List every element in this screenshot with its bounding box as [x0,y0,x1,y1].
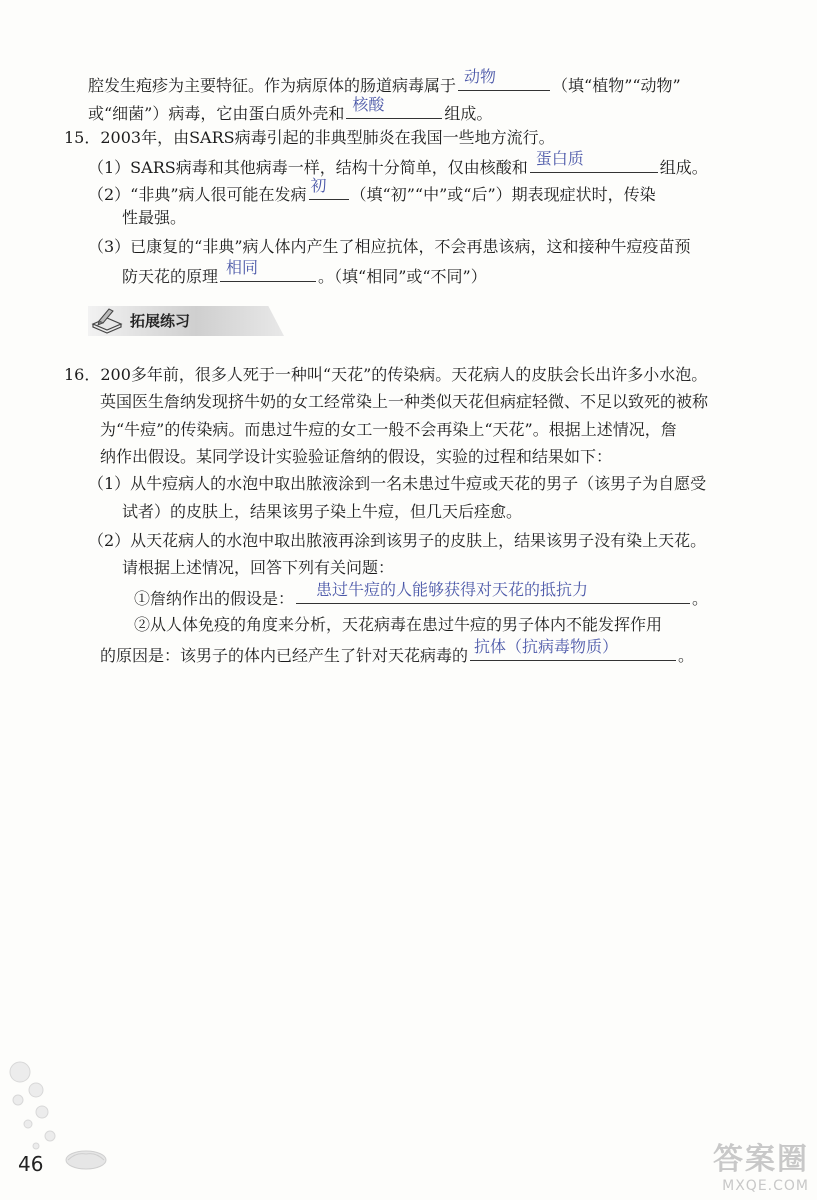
q15-part-2: （2）“非典”病人很可能在发病 初 （填“初”“中”或“后”）期表现症状时，传染 [88,176,656,204]
answer-blank-5[interactable] [220,258,316,282]
section-title: 拓展练习 [130,312,191,330]
handwritten-answer: 抗体（抗病毒物质） [474,637,619,656]
handwritten-answer: 蛋白质 [535,149,584,168]
q16-line-3: 为“牛痘”的传染病。而患过牛痘的女工一般不会再染上“天花”。根据上述情况，詹 [100,420,677,439]
handwritten-answer: 患过牛痘的人能够获得对天花的抵抗力 [316,580,589,599]
book-icon [90,304,124,338]
q14-line-1: 腔发生疱疹为主要特征。作为病原体的肠道病毒属于 动物 （填“植物”“动物” [88,67,681,95]
answer-blank-7[interactable] [470,637,676,661]
q16-instruction: 请根据上述情况，回答下列有关问题： [122,558,395,577]
q15-part-2-cont: 性最强。 [122,208,187,227]
watermark-logo [713,1134,809,1194]
q15-part-1: （1）SARS病毒和其他病毒一样，结构十分简单，仅由核酸和 蛋白质 组成。 [88,149,708,177]
q15-stem: 15．2003年，由SARS病毒引起的非典型肺炎在我国一些地方流行。 [64,128,555,147]
handwritten-answer: 初 [310,176,327,195]
q16-question-1: ①詹纳作出的假设是： 患过牛痘的人能够获得对天花的抵抗力 。 [134,580,709,608]
answer-blank-4[interactable] [309,176,349,200]
q16-step-2: （2）从天花病人的水泡中取出脓液再涂到该男子的皮肤上，结果该男子没有染上天花。 [88,531,707,550]
q16-step-1-cont: 试者）的皮肤上，结果该男子染上牛痘，但几天后痊愈。 [122,502,523,521]
page-number: 46 [18,1152,44,1176]
q15-part-3: （3）已康复的“非典”病人体内产生了相应抗体，不会再患该病，这和接种牛痘疫苗预 [88,237,691,256]
q15-part-3-cont: 防天花的原理 相同 。（填“相同”或“不同”） [122,258,487,286]
answer-blank-1[interactable] [458,67,550,91]
handwritten-answer: 核酸 [352,95,385,114]
q16-question-2-cont: 的原因是：该男子的体内已经产生了针对天花病毒的 抗体（抗病毒物质） 。 [100,637,695,665]
q16-question-2: ②从人体免疫的角度来分析，天花病毒在患过牛痘的男子体内不能发挥作用 [134,615,663,634]
q16-line-4: 纳作出假设。某同学设计实验验证詹纳的假设，实验的过程和结果如下： [100,447,613,466]
section-header [88,300,288,340]
handwritten-answer: 动物 [464,67,497,86]
answer-blank-2[interactable] [346,95,442,119]
watermark-url: MXQE.COM [722,1178,809,1194]
q16-line-1: 16．200多年前，很多人死于一种叫“天花”的传染病。天花病人的皮肤会长出许多小水泡。 [64,365,708,384]
watermark-text: 答案圈 [713,1142,809,1177]
q14-line-2: 或“细菌”）病毒，它由蛋白质外壳和 核酸 组成。 [88,95,493,123]
q16-step-1: （1）从牛痘病人的水泡中取出脓液涂到一名未患过牛痘或天花的男子（该男子为自愿受 [88,474,707,493]
q16-line-2: 英国医生詹纳发现挤牛奶的女工经常染上一种类似天花但病症轻微、不足以致死的被称 [100,392,709,411]
answer-blank-3[interactable] [530,149,658,173]
handwritten-answer: 相同 [226,258,259,277]
